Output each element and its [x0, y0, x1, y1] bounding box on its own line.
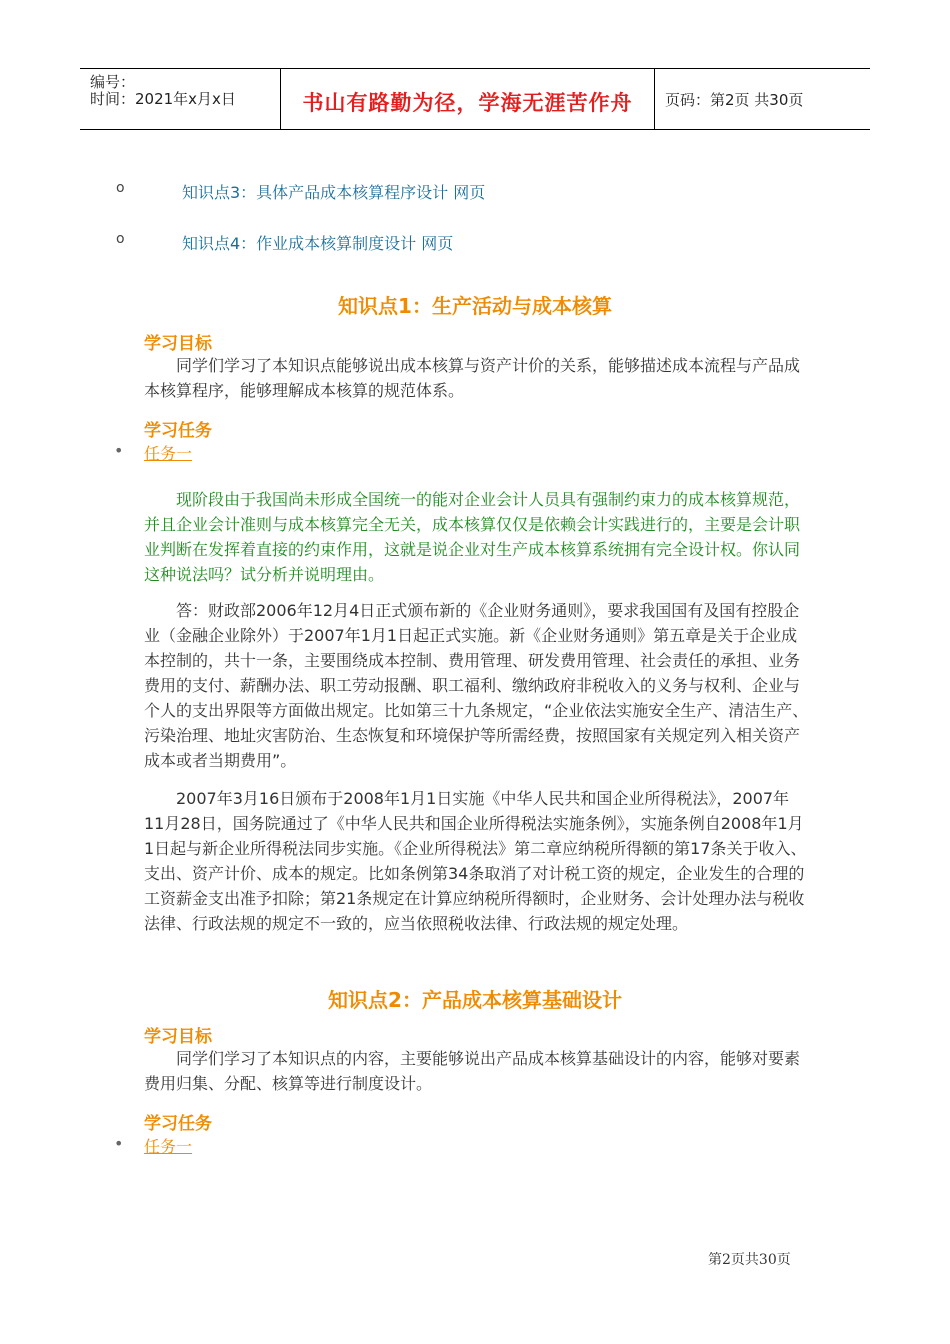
question-text: 现阶段由于我国尚未形成全国统一的能对企业会计人员具有强制约束力的成本核算规范，并且企业会计准则与成本核算完全无关，成本核算仅仅是依赖会计实践进行的，主要是会计职业判断在发挥着直接的约束作用，这就是说企业对生产成本核算系统拥有完全设计权。你认同这种说法吗？试分析并说明理由。: [144, 490, 801, 584]
section2-goal-text: 同学们学习了本知识点的内容，主要能够说出产品成本核算基础设计的内容，能够对要素费用归集、分配、核算等进行制度设计。: [144, 1049, 801, 1093]
header-page-cell: [655, 69, 870, 129]
page-footer: 第2页共30页: [708, 1252, 791, 1268]
page-label: 页码：第2页 共30页: [665, 91, 804, 109]
section1-title: 知识点1：生产活动与成本核算: [338, 294, 612, 318]
task-link[interactable]: 任务一: [144, 1137, 193, 1156]
bullet-icon: •: [114, 441, 124, 460]
header-meta-cell: [80, 69, 281, 129]
time-label: 时间：2021年x月x日: [90, 90, 236, 108]
outline-link[interactable]: 知识点4：作业成本核算制度设计 网页: [182, 234, 454, 253]
section2-title: 知识点2：产品成本核算基础设计: [328, 988, 622, 1012]
motto: 书山有路勤为径，学海无涯苦作舟: [302, 91, 633, 115]
answer-paragraph-2: 2007年3月16日颁布于2008年1月1日实施《中华人民共和国企业所得税法》，2007年11月28日，国务院通过了《中华人民共和国企业所得税法实施条例》，实施条例自2008年1月1日起与新企业所得税法同步实施。《企业所得税法》第二章应纳税所得额的第17条关于收入、支出、资产计价、成本的规定。比如条例第34条取消了对计税工资的规定，企业发生的合理的工资薪金支出准予扣除；第21条规定在计算应纳税所得额时，企业财务、会计处理办法与税收法律、行政法规的规定不一致的，应当依照税收法律、行政法规的规定处理。: [144, 789, 807, 933]
number-label: 编号：: [90, 73, 136, 91]
section1-goal-label: 学习目标: [144, 334, 212, 354]
section2-task-label: 学习任务: [144, 1114, 212, 1134]
section1-goal-text: 同学们学习了本知识点能够说出成本核算与资产计价的关系，能够描述成本流程与产品成本核算程序，能够理解成本核算的规范体系。: [144, 356, 801, 400]
section2-goal-label: 学习目标: [144, 1027, 212, 1047]
header-motto-cell: [281, 69, 655, 129]
outline-link[interactable]: 知识点3：具体产品成本核算程序设计 网页: [182, 183, 486, 202]
section1-task-label: 学习任务: [144, 421, 212, 441]
outline-marker: o: [116, 231, 125, 247]
header-table: [80, 68, 870, 130]
outline-marker: o: [116, 180, 125, 196]
answer-paragraph-1: 答：财政部2006年12月4日正式颁布新的《企业财务通则》，要求我国国有及国有控股企业（金融企业除外）于2007年1月1日起正式实施。新《企业财务通则》第五章是关于企业成本控制的，共十一条，主要围绕成本控制、费用管理、研发费用管理、社会责任的承担、业务费用的支付、薪酬办法、职工劳动报酬、职工福利、缴纳政府非税收入的义务与权利、企业与个人的支出界限等方面做出规定。比如第三十九条规定，“企业依法实施安全生产、清洁生产、污染治理、地址灾害防治、生态恢复和环境保护等所需经费，按照国家有关规定列入相关资产成本或者当期费用”。: [144, 601, 809, 770]
task-link[interactable]: 任务一: [144, 444, 193, 463]
bullet-icon: •: [114, 1134, 124, 1153]
